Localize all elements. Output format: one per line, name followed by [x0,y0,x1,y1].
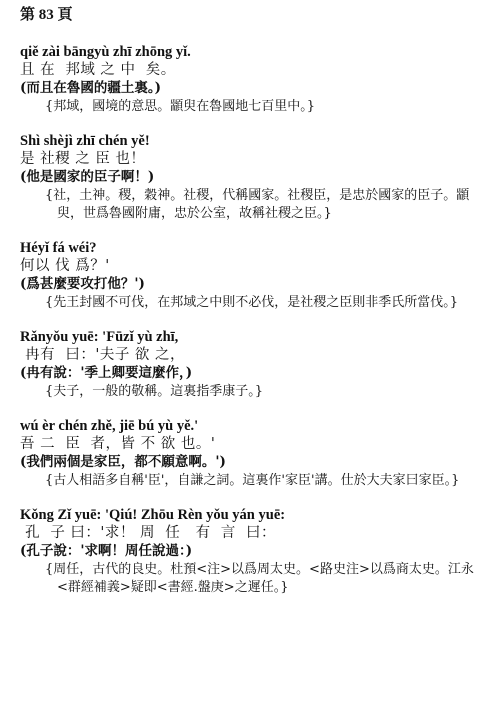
annotation-note: {古人相語多自稱'臣'，自謙之詞。這裏作'家臣'講。仕於大夫家曰家臣。} [45,473,460,488]
classical-text-line: 且 在 邦域 之 中 矣。 [20,62,176,78]
classical-text-line: 冉有 曰：'夫子 欲 之， [20,347,186,363]
verse-entry-6 [20,507,482,597]
verse-entry-1 [20,44,482,116]
pinyin-line: qiě zài bāngyù zhī zhōng yǐ. [20,44,191,60]
classical-text-line: 是 社稷 之 臣 也！ [20,151,146,167]
verse-entry-5 [20,418,482,490]
translation-line: (他是國家的臣子啊！) [20,169,155,185]
translation-line: (而且在魯國的疆土裏。) [20,80,162,96]
pinyin-line: wú èr chén zhě, jiē bú yù yě.' [20,418,199,434]
pinyin-line: Héyǐ fá wéi? [20,240,97,256]
page-number: 第 83 頁 [20,7,73,23]
verse-entry-4 [20,329,482,401]
pinyin-line: Rǎnyǒu yuē: 'Fūzǐ yù zhī, [20,329,179,345]
verse-entry-2 [20,133,482,223]
classical-text-line: 孔 子 曰：'求！ 周 任 有 言 曰： [20,525,277,541]
translation-line: (孔子說：'求啊！周任說過：) [20,543,193,559]
classical-text-line: 吾 二 臣 者，皆 不 欲 也。' [20,436,216,452]
verse-entry-3 [20,240,482,312]
classical-text-line: 何以 伐 爲？' [20,258,110,274]
pinyin-line: Kǒng Zǐ yuē: 'Qiú! Zhōu Rèn yǒu yán yuē: [20,507,286,523]
pinyin-line: Shì shèjì zhī chén yě! [20,133,150,149]
translation-line: (冉有說：'季上卿要這麼作，) [20,365,193,381]
translation-line: (爲甚麼要攻打他？') [20,276,145,292]
annotation-note: {夫子，一般的敬稱。這裏指季康子。} [45,384,264,399]
annotation-note: {社，土神。稷，穀神。社稷，代稱國家。社稷臣，是忠於國家的臣子。顓臾，世爲魯國附庸，忠於公室，故稱社稷之臣。} [45,188,470,221]
annotation-note: {先王封國不可伐，在邦域之中則不必伐，是社稷之臣則非季氏所當伐。} [45,295,459,310]
annotation-note: {周任，古代的良史。杜預<注>以爲周太史。<路史注>以爲商太史。江永<群經補義>疑即<書經.盤庚>之遲任。} [45,562,474,595]
translation-line: (我們兩個是家臣，都不願意啊。') [20,454,226,470]
annotation-note: {邦域，國境的意思。顓臾在魯國地七百里中。} [45,99,316,114]
